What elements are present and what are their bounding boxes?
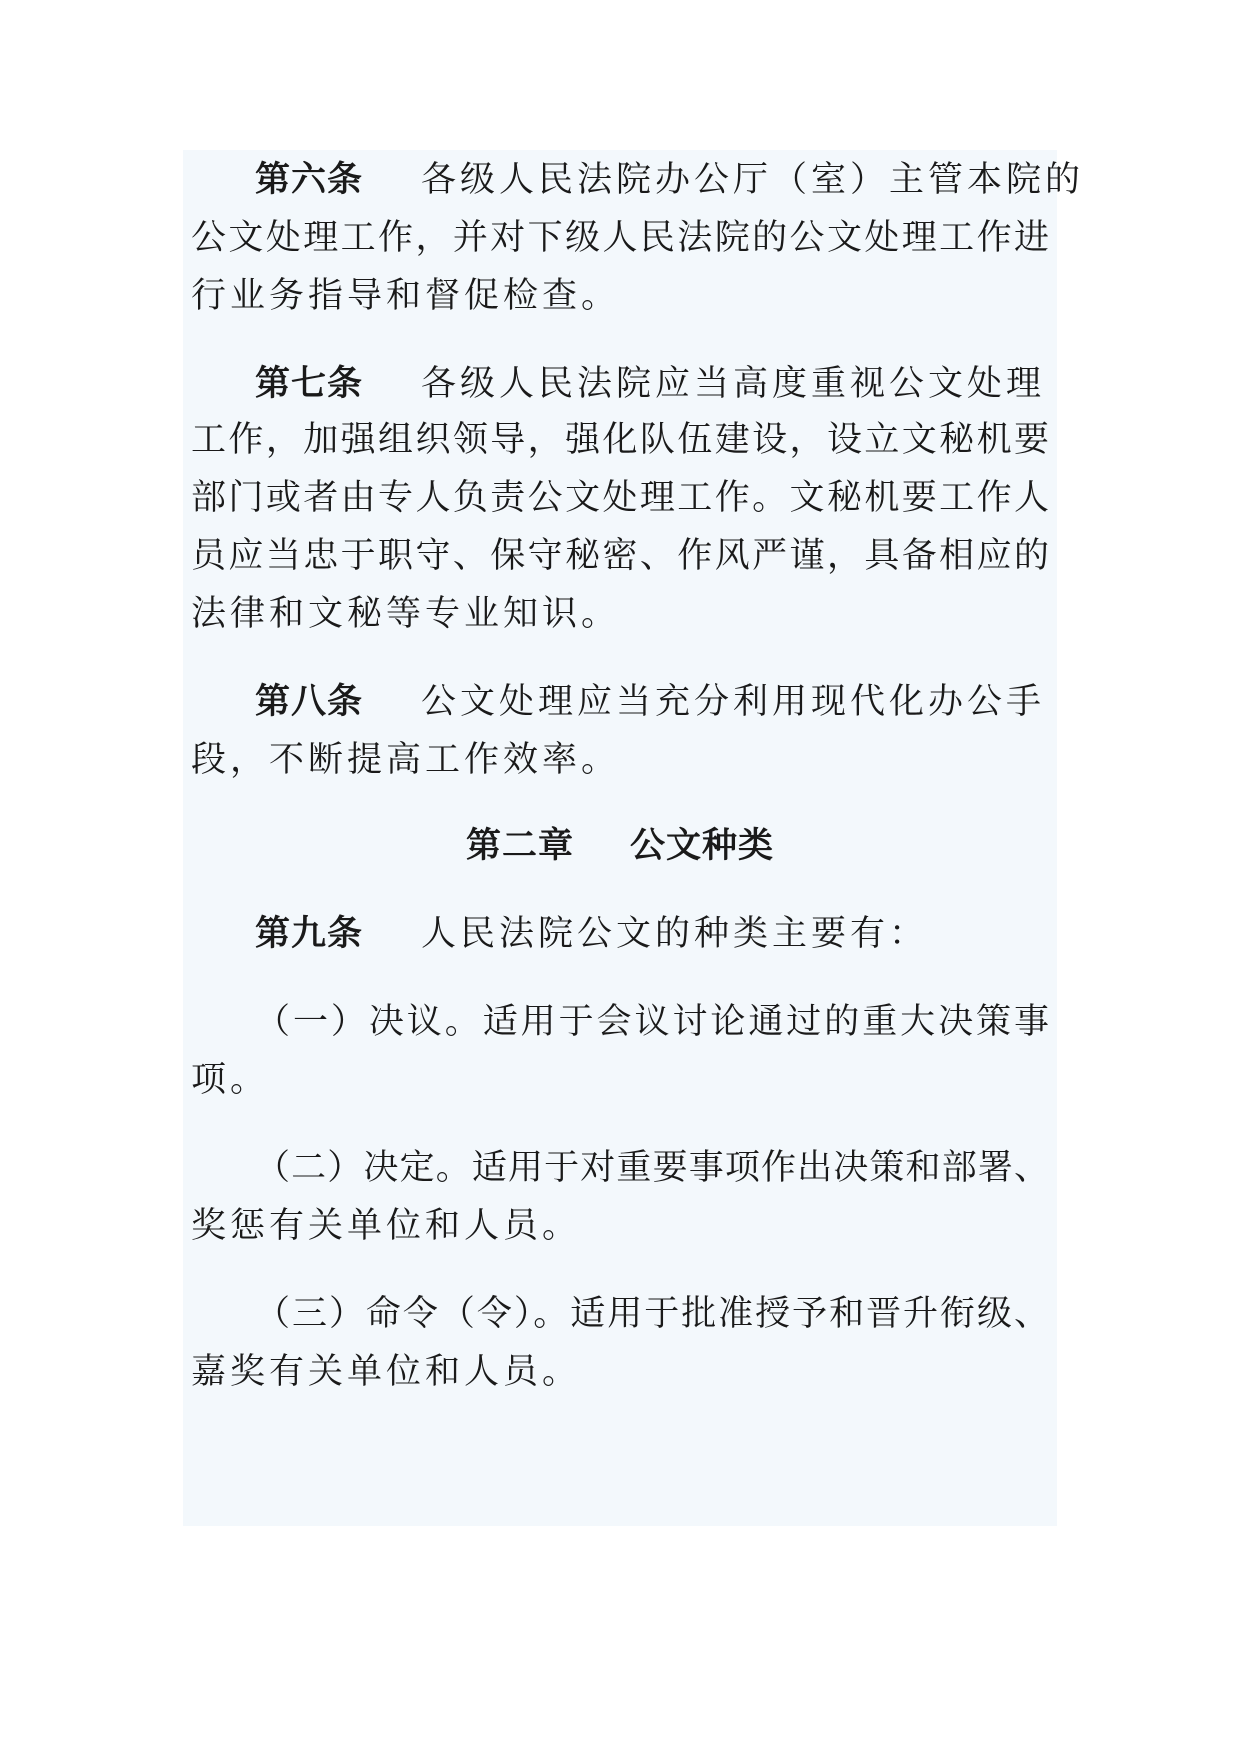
article-8-number: 第八条: [255, 682, 364, 722]
item-3-line-1: （三）命令（令）。适用于批准授予和晋升衔级、: [255, 1294, 1049, 1334]
article-6-line-2: 公文处理工作，并对下级人民法院的公文处理工作进: [191, 218, 1049, 258]
article-7-first-line: [255, 364, 1045, 404]
chapter-heading: [183, 826, 1057, 866]
chapter-title: 公文种类: [630, 826, 775, 866]
article-7-text: 各级人民法院应当高度重视公文处理: [421, 364, 1046, 404]
article-6-text: 各级人民法院办公厅（室）主管本院的: [421, 160, 1085, 200]
article-9-number: 第九条: [255, 914, 364, 954]
article-9-text: 人民法院公文的种类主要有：: [421, 914, 929, 954]
article-6-line-3: 行业务指导和督促检查。: [191, 276, 621, 316]
item-3-line-2: 嘉奖有关单位和人员。: [191, 1352, 582, 1392]
article-8-first-line: [255, 682, 1045, 722]
article-6-first-line: [255, 160, 1084, 200]
article-6-number: 第六条: [255, 160, 364, 200]
item-1-line-1: （一）决议。适用于会议讨论通过的重大决策事: [255, 1002, 1049, 1042]
item-1-line-2: 项。: [191, 1060, 270, 1100]
article-7-line-3: 部门或者由专人负责公文处理工作。文秘机要工作人: [191, 478, 1049, 518]
item-2-line-1: （二）决定。适用于对重要事项作出决策和部署、: [255, 1148, 1049, 1188]
document-text-block: [183, 150, 1085, 1526]
article-8-text: 公文处理应当充分利用现代化办公手: [421, 682, 1046, 722]
article-7-number: 第七条: [255, 364, 364, 404]
article-8-line-2: 段，不断提高工作效率。: [191, 740, 621, 780]
article-7-line-2: 工作，加强组织领导，强化队伍建设，设立文秘机要: [191, 420, 1049, 460]
item-2-line-2: 奖惩有关单位和人员。: [191, 1206, 582, 1246]
chapter-number: 第二章: [465, 826, 574, 866]
article-7-line-4: 员应当忠于职守、保守秘密、作风严谨，具备相应的: [191, 536, 1049, 576]
article-9-line: [255, 914, 928, 954]
article-7-line-5: 法律和文秘等专业知识。: [191, 594, 621, 634]
